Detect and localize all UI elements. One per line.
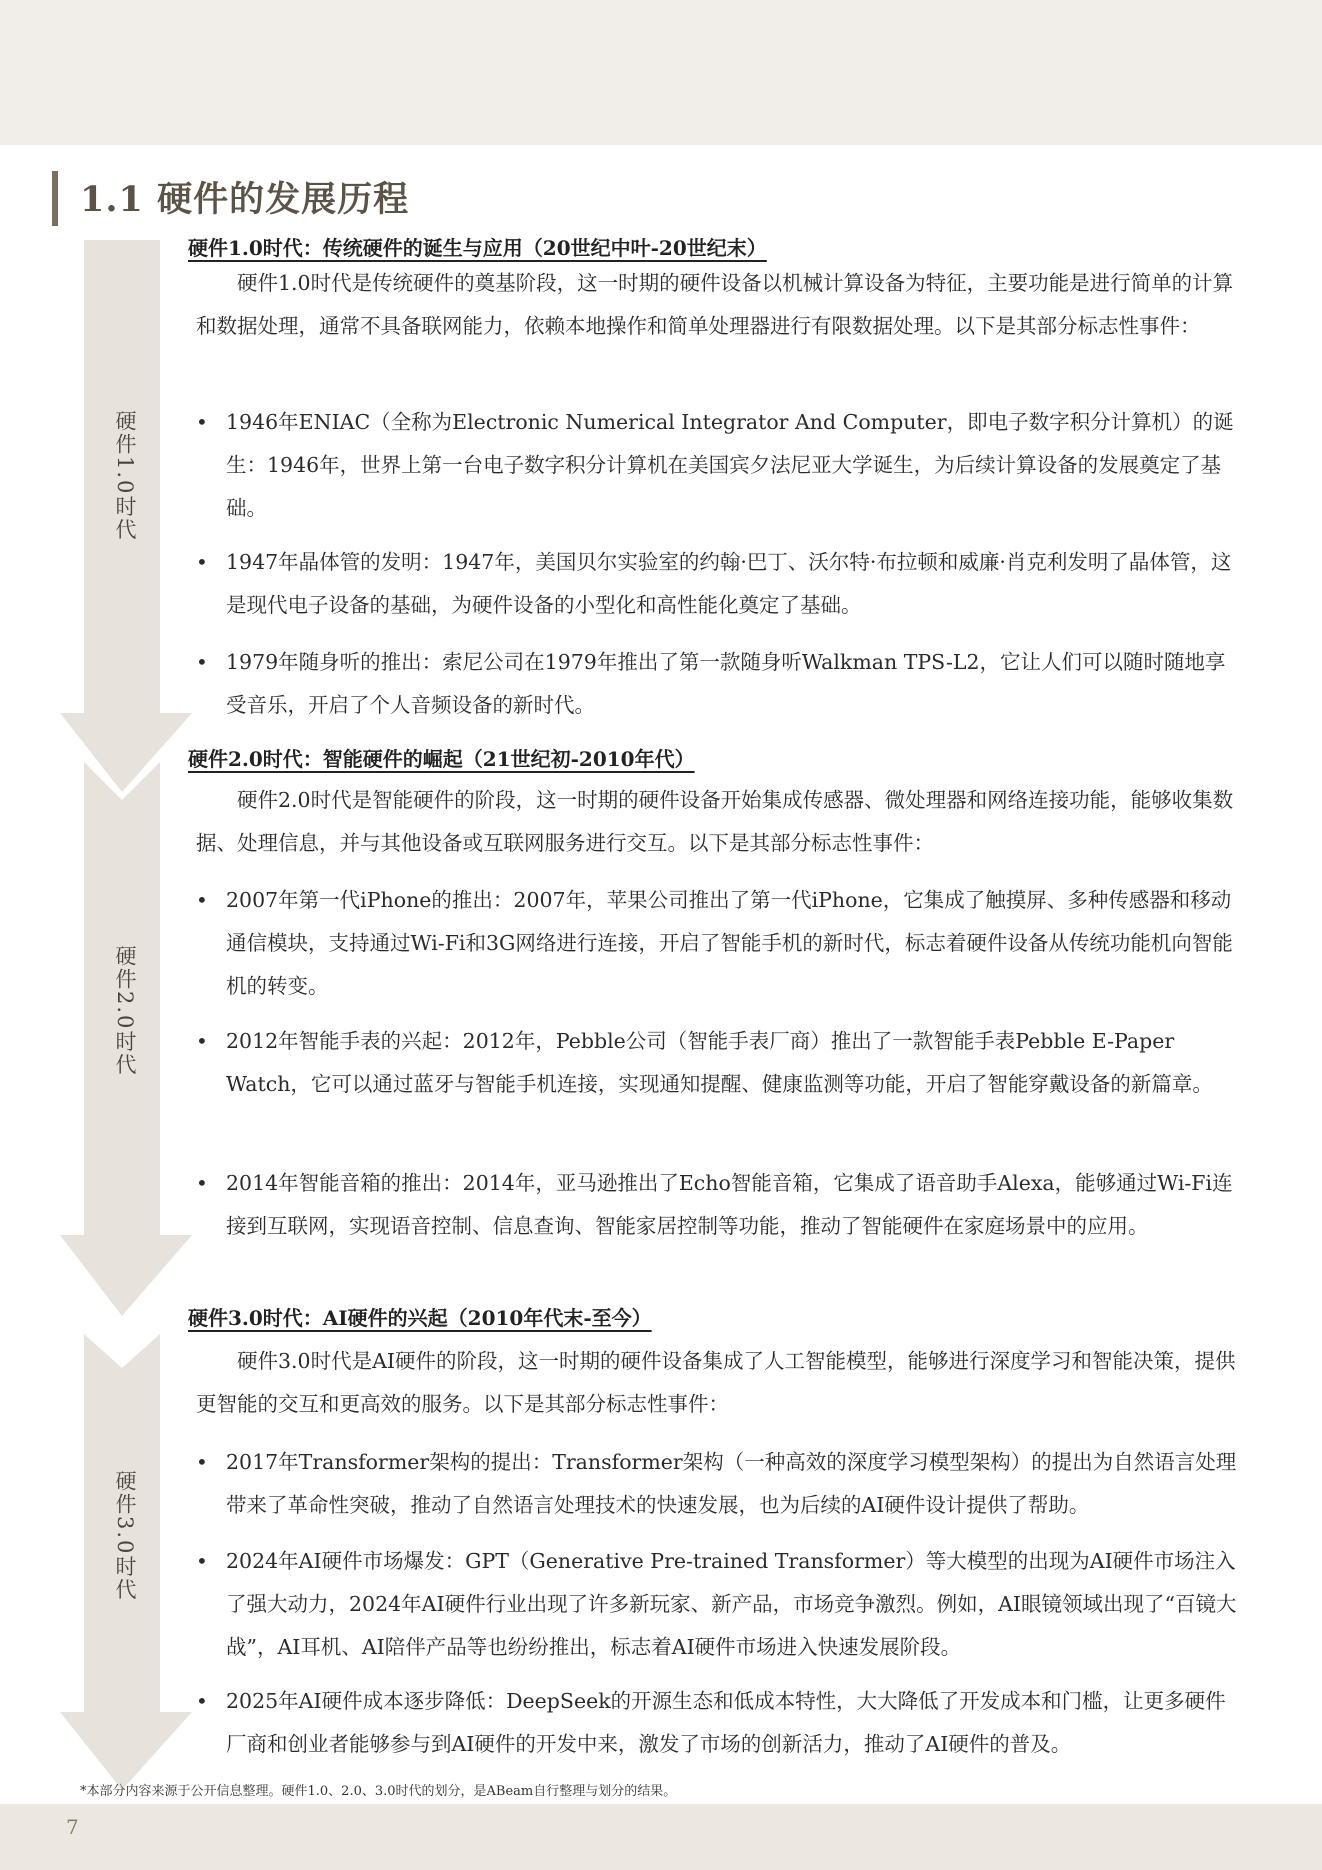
list-item (196, 641, 1246, 727)
event-text: 2025年AI硬件成本逐步降低：DeepSeek的开源生态和低成本特性，大大降低了开发成本和门槛，让更多硬件厂商和创业者能够参与到AI硬件的开发中来，激发了市场的创新活力，推动了AI硬件的普及。 (226, 1689, 1226, 1756)
list-item (196, 1441, 1246, 1527)
bullet-icon: • (196, 1029, 208, 1053)
era1-intro: 硬件1.0时代是传统硬件的奠基阶段，这一时期的硬件设备以机械计算设备为特征，主要功能是进行简单的计算和数据处理，通常不具备联网能力，依赖本地操作和简单处理器进行有限数据处理。以下是其部分标志性事件： (196, 271, 1234, 338)
list-item (196, 879, 1246, 1008)
event-text: 1947年晶体管的发明：1947年，美国贝尔实验室的约翰·巴丁、沃尔特·布拉顿和威廉·肖克利发明了晶体管，这是现代电子设备的基础，为硬件设备的小型化和高性能化奠定了基础。 (226, 550, 1232, 617)
bullet-icon: • (196, 888, 208, 912)
bullet-icon: • (196, 410, 208, 434)
era1-label: 硬件1.0时代 (113, 410, 137, 542)
list-item (196, 1680, 1246, 1766)
section-title: 1.1 硬件的发展历程 (80, 179, 410, 220)
bullet-icon: • (196, 1171, 208, 1195)
event-text: 2014年智能音箱的推出：2014年，亚马逊推出了Echo智能音箱，它集成了语音助手Alexa，能够通过Wi-Fi连接到互联网，实现语音控制、信息查询、智能家居控制等功能，推动了智能硬件在家庭场景中的应用。 (226, 1171, 1233, 1238)
event-text: 1979年随身听的推出：索尼公司在1979年推出了第一款随身听Walkman TPS-L2，它让人们可以随时随地享受音乐，开启了个人音频设备的新时代。 (226, 650, 1226, 717)
bullet-icon: • (196, 550, 208, 574)
event-text: 2012年智能手表的兴起：2012年，Pebble公司（智能手表厂商）推出了一款智能手表Pebble E-Paper Watch，它可以通过蓝牙与智能手机连接，实现通知提醒、健康监测等功能，开启了智能穿戴设备的新篇章。 (226, 1029, 1213, 1096)
page-number: 7 (66, 1815, 79, 1839)
list-item (196, 1162, 1246, 1248)
era3-label: 硬件3.0时代 (113, 1470, 137, 1602)
bullet-icon: • (196, 650, 208, 674)
list-item (196, 401, 1246, 530)
footnote: *本部分内容来源于公开信息整理。硬件1.0、2.0、3.0时代的划分，是ABeam自行整理与划分的结果。 (80, 1784, 677, 1799)
list-item (196, 1540, 1246, 1669)
event-text: 2007年第一代iPhone的推出：2007年，苹果公司推出了第一代iPhone，它集成了触摸屏、多种传感器和移动通信模块，支持通过Wi-Fi和3G网络进行连接，开启了智能手机的新时代，标志着硬件设备从传统功能机向智能机的转变。 (226, 888, 1233, 998)
era2-heading: 硬件2.0时代：智能硬件的崛起（21世纪初-2010年代） (188, 747, 695, 771)
era3-intro: 硬件3.0时代是AI硬件的阶段，这一时期的硬件设备集成了人工智能模型，能够进行深度学习和智能决策，提供更智能的交互和更高效的服务。以下是其部分标志性事件： (196, 1349, 1236, 1416)
list-item (196, 541, 1246, 627)
event-text: 1946年ENIAC（全称为Electronic Numerical Integrator And Computer，即电子数字积分计算机）的诞生：1946年，世界上第一台电子数字积分计算机在美国宾夕法尼亚大学诞生，为后续计算设备的发展奠定了基础。 (226, 410, 1234, 520)
era2-intro: 硬件2.0时代是智能硬件的阶段，这一时期的硬件设备开始集成传感器、微处理器和网络连接功能，能够收集数据、处理信息，并与其他设备或互联网服务进行交互。以下是其部分标志性事件： (196, 788, 1234, 855)
event-text: 2017年Transformer架构的提出：Transformer架构（一种高效的深度学习模型架构）的提出为自然语言处理带来了革命性突破，推动了自然语言处理技术的快速发展，也为后续的AI硬件设计提供了帮助。 (226, 1450, 1237, 1517)
era1-heading: 硬件1.0时代：传统硬件的诞生与应用（20世纪中叶-20世纪末） (188, 236, 767, 260)
bullet-icon: • (196, 1689, 208, 1713)
era3-heading: 硬件3.0时代：AI硬件的兴起（2010年代末-至今） (188, 1306, 652, 1330)
bullet-icon: • (196, 1450, 208, 1474)
era2-label: 硬件2.0时代 (113, 945, 137, 1077)
bullet-icon: • (196, 1549, 208, 1573)
footer-band (0, 1804, 1322, 1870)
event-text: 2024年AI硬件市场爆发：GPT（Generative Pre-trained Transformer）等大模型的出现为AI硬件市场注入了强大动力，2024年AI硬件行业出现了许多新玩家、新产品，市场竞争激烈。例如，AI眼镜领域出现了“百镜大战”，AI耳机、AI陪伴产品等也纷纷推出，标志着AI硬件市场进入快速发展阶段。 (226, 1549, 1237, 1659)
list-item (196, 1020, 1246, 1106)
